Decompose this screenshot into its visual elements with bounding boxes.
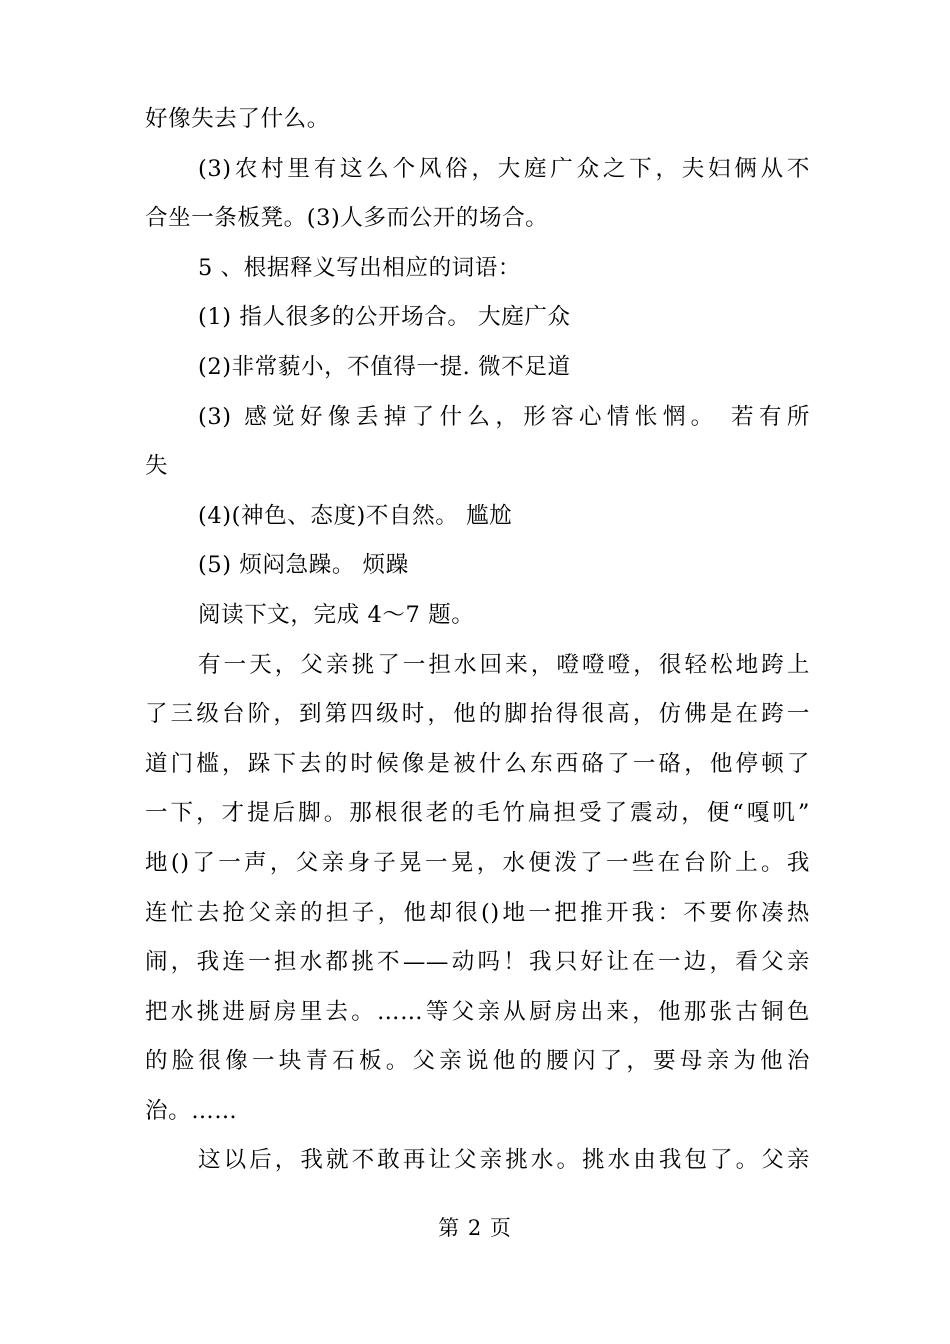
text-line: 的脸很像一块青石板。父亲说他的腰闪了，要母亲为他治 [145,1048,810,1075]
text-line: 阅读下文，完成 4～7 题。 [198,601,475,628]
text-line: (5) 烦闷急躁。 烦躁 [198,552,409,579]
text-line: (3)农村里有这么个风俗，大庭广众之下，夫妇俩从不 [198,155,810,182]
text-line: (4)(神色、态度)不自然。 尴尬 [198,502,513,529]
page-number: 第 2 页 [438,1216,512,1240]
text-line: 失 [145,453,169,480]
text-line: (1) 指人很多的公开场合。 大庭广众 [198,304,571,331]
text-line: 地()了一声，父亲身子晃一晃，水便泼了一些在台阶上。我 [145,849,810,876]
text-line: 有一天，父亲挑了一担水回来，噔噔噔，很轻松地跨上 [198,651,810,678]
text-line: 这以后，我就不敢再让父亲挑水。挑水由我包了。父亲 [198,1147,810,1174]
text-line: 一下，才提后脚。那根很老的毛竹扁担受了震动，便“嘎叽” [145,800,810,827]
section-heading: 5 、根据释义写出相应的词语： [198,254,521,281]
text-line: 了三级台阶，到第四级时，他的脚抬得很高，仿佛是在跨一 [145,701,810,728]
text-line: 把水挑进厨房里去。……等父亲从厨房出来，他那张古铜色 [145,998,810,1025]
text-line: 好像失去了什么。 [145,106,330,132]
document-body [145,95,810,1186]
text-line: (3) 感觉好像丢掉了什么，形容心情怅惘。 若有所 [198,403,810,430]
text-line: (2)非常藐小，不值得一提. 微不足道 [198,353,571,380]
text-line: 治。…… [145,1097,238,1124]
text-line: 道门槛，跺下去的时候像是被什么东西硌了一硌，他停顿了 [145,750,810,777]
text-line: 闹，我连一担水都挑不——动吗！我只好让在一边，看父亲 [145,949,810,976]
text-line: 连忙去抢父亲的担子，他却很()地一把推开我：不要你凑热 [145,899,810,926]
text-line: 合坐一条板凳。(3)人多而公开的场合。 [145,205,549,232]
